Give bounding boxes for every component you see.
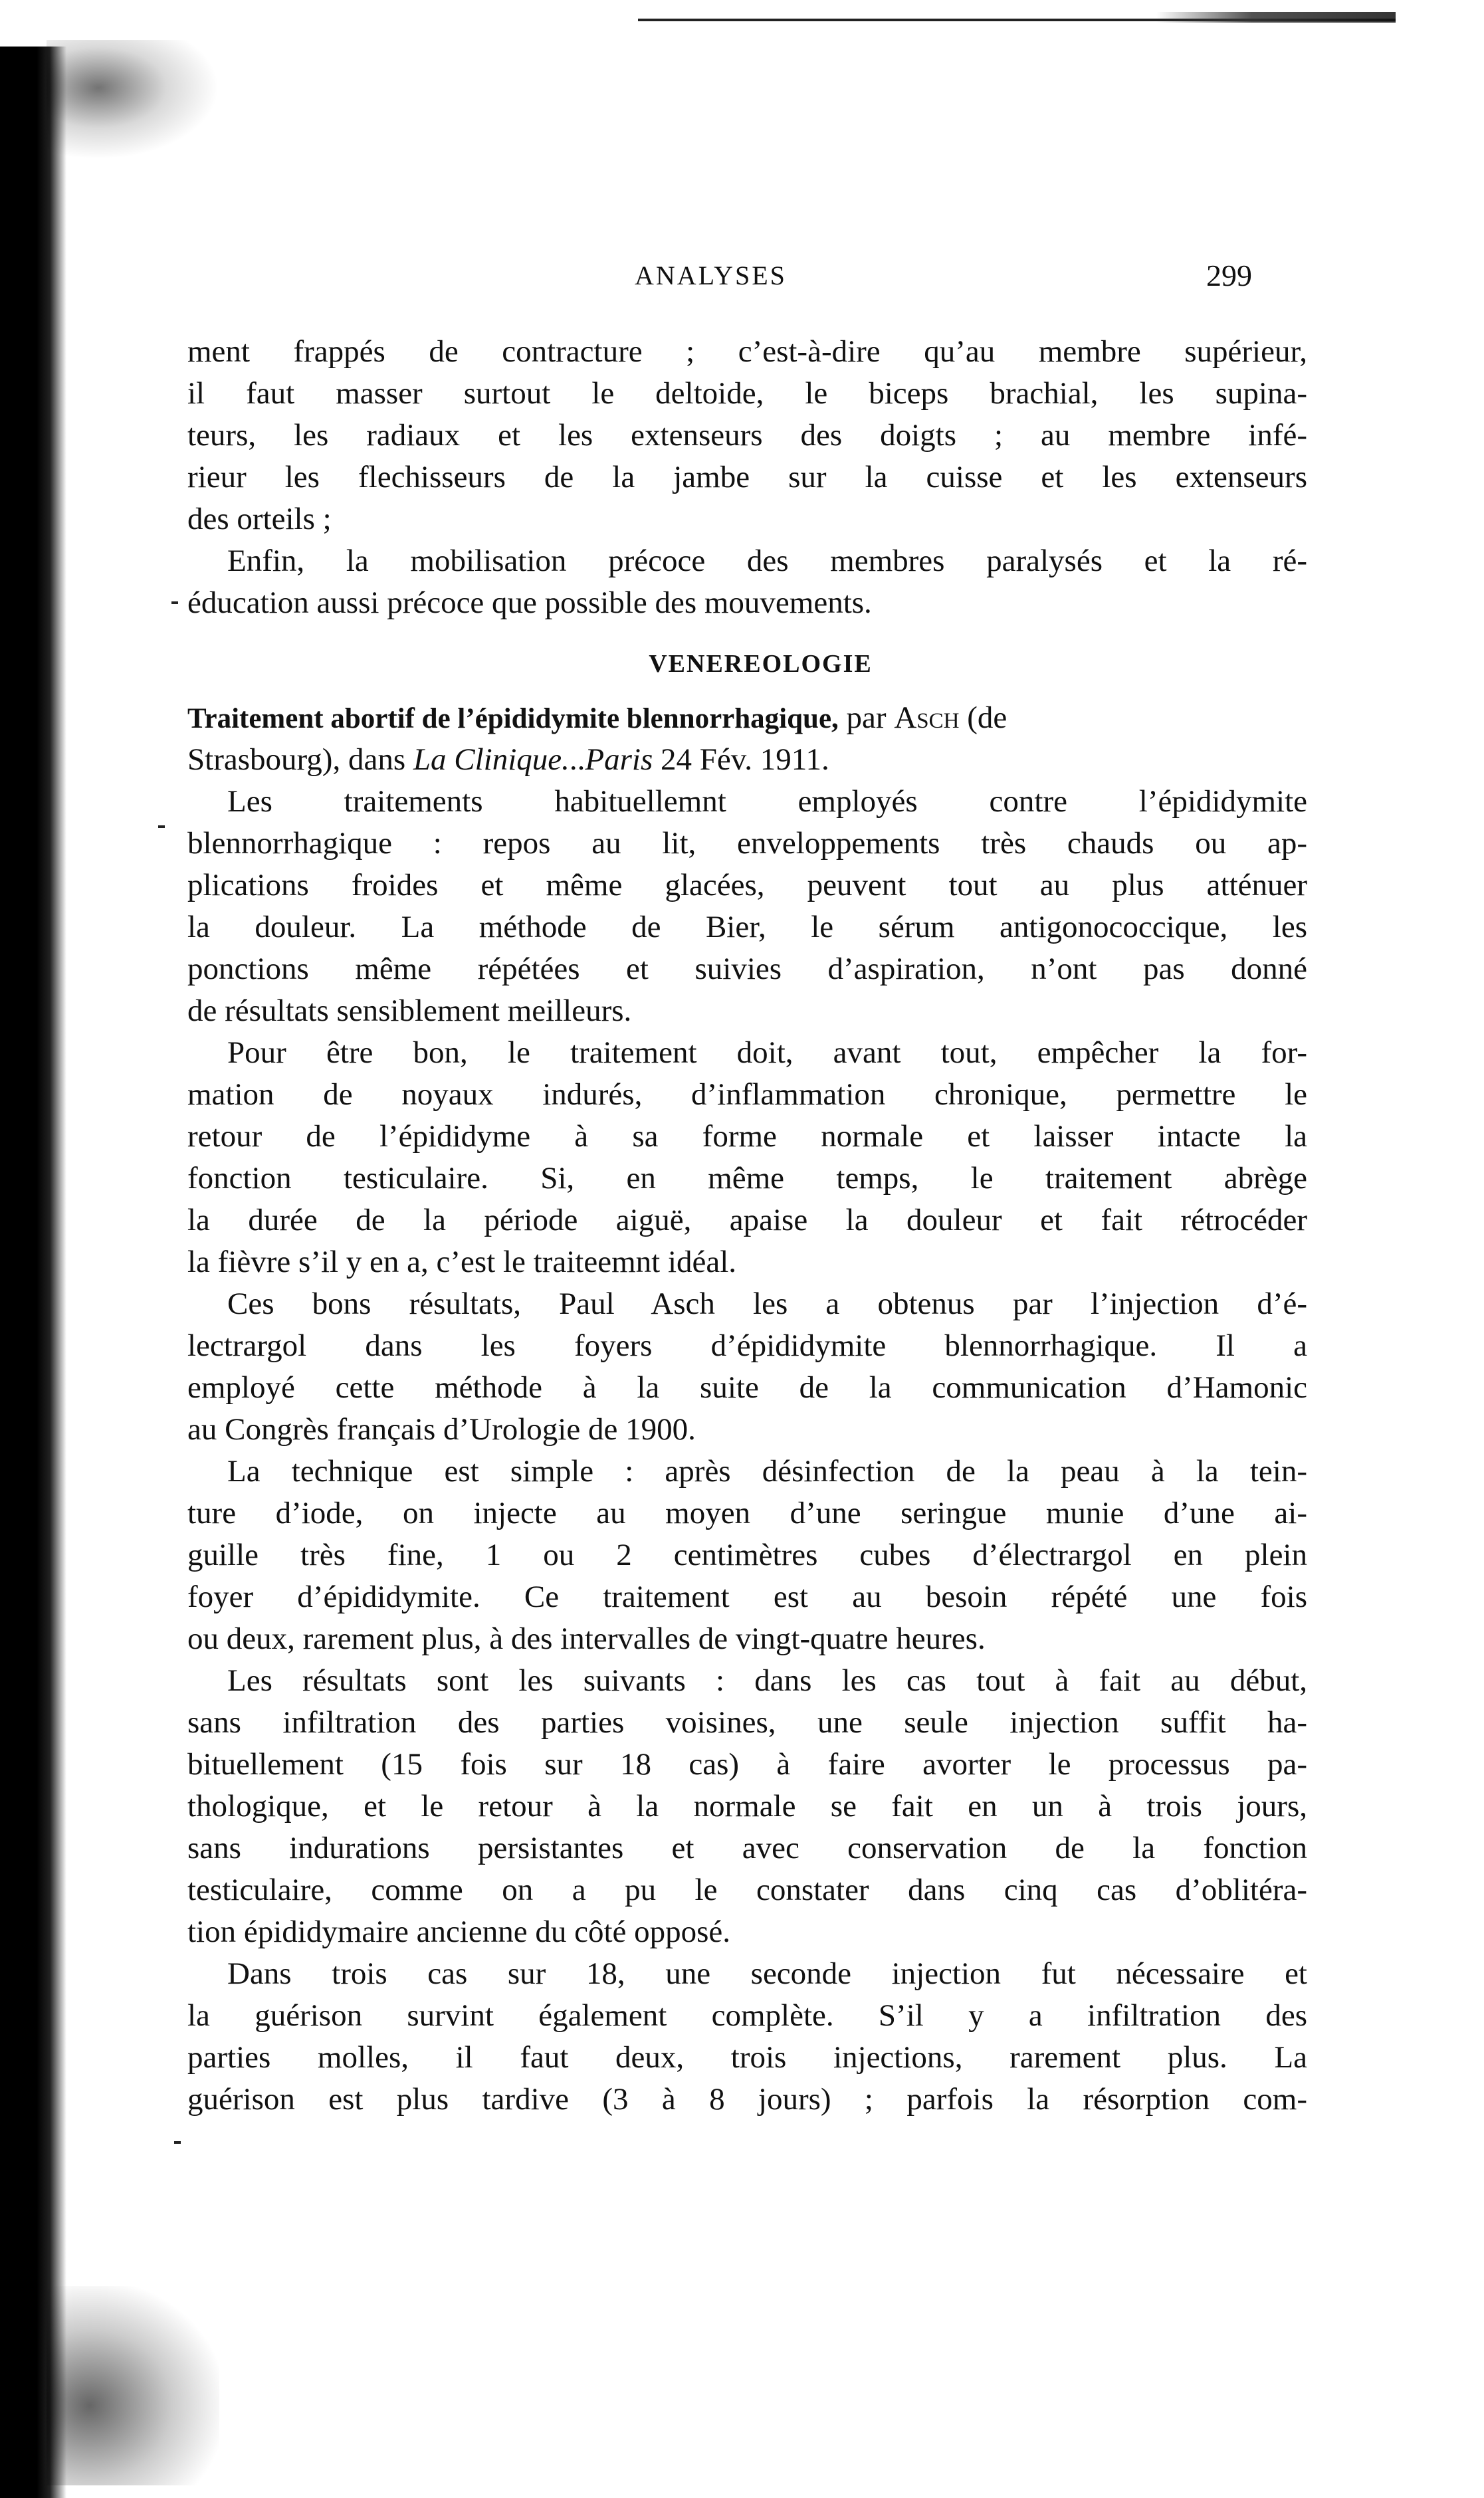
text-line: au Congrès français d’Urologie de 1900. xyxy=(187,1412,696,1447)
text-line: des orteils ; xyxy=(187,502,332,536)
text-line: Ces bons résultats, Paul Asch les a obtenus par l’injection d’é- xyxy=(227,1287,1307,1321)
text-line: plications froides et même glacées, peuvent tout au plus atténuer xyxy=(187,868,1307,902)
text-line: la guérison survint également complète. S’il y a infiltration des xyxy=(187,1998,1307,2033)
text-line: ture d’iode, on injecte au moyen d’une seringue munie d’une ai- xyxy=(187,1496,1307,1530)
text-line: éducation aussi précoce que possible des mouvements. xyxy=(187,585,872,620)
running-title: ANALYSES xyxy=(635,260,787,290)
article-date: 24 Fév. 1911. xyxy=(661,742,829,777)
paragraph xyxy=(187,1032,1307,1283)
article-title-rest: (de xyxy=(967,700,1007,735)
text-line: teurs, les radiaux et les extenseurs des doigts ; au membre infé- xyxy=(187,418,1307,453)
paragraph xyxy=(187,1451,1307,1660)
text-line: sans indurations persistantes et avec conservation de la fonction xyxy=(187,1831,1307,1865)
text-line: fonction testiculaire. Si, en même temps, le traitement abrège xyxy=(187,1161,1307,1196)
text-line: guille très fine, 1 ou 2 centimètres cubes d’électrargol en plein xyxy=(187,1538,1307,1572)
intro-paragraph-2 xyxy=(187,540,1307,624)
article-title-par: par xyxy=(846,700,887,735)
text-line: lectrargol dans les foyers d’épididymite blennorrhagique. Il a xyxy=(187,1328,1307,1363)
text-line: foyer d’épididymite. Ce traitement est au besoin répété une fois xyxy=(187,1580,1307,1614)
article-journal: La Clinique. xyxy=(413,742,570,777)
text-line: La technique est simple : après désinfection de la peau à la tein- xyxy=(227,1454,1307,1489)
margin-mark xyxy=(171,601,178,604)
article-location: Strasbourg), dans xyxy=(187,742,406,777)
text-line: la fièvre s’il y en a, c’est le traiteemnt idéal. xyxy=(187,1245,737,1279)
text-line: blennorrhagique : repos au lit, enveloppements très chauds ou ap- xyxy=(187,826,1307,861)
article-title xyxy=(187,697,1307,781)
paragraph xyxy=(187,781,1307,1032)
article-title-line-2 xyxy=(187,739,1307,781)
text-line: bituellement (15 fois sur 18 cas) à faire avorter le processus pa- xyxy=(187,1747,1307,1782)
paragraph xyxy=(187,1660,1307,1953)
running-head xyxy=(0,256,1484,296)
scan-speckle-bottom xyxy=(47,2286,219,2485)
text-line: ment frappés de contracture ; c’est-à-dire qu’au membre supérieur, xyxy=(187,334,1307,369)
paragraph xyxy=(187,1953,1307,2121)
article-dots: .. xyxy=(569,742,585,777)
text-line: sans infiltration des parties voisines, une seule injection suffit ha- xyxy=(187,1705,1307,1740)
article-title-bold: Traitement abortif de l’épididymite blennorrhagique, xyxy=(187,703,839,734)
text-line: testiculaire, comme on a pu le constater dans cinq cas d’oblitéra- xyxy=(187,1873,1307,1907)
text-line: thologique, et le retour à la normale se fait en un à trois jours, xyxy=(187,1789,1307,1823)
text-line: rieur les flechisseurs de la jambe sur la cuisse et les extenseurs xyxy=(187,460,1307,494)
text-line: il faut masser surtout le deltoide, le biceps brachial, les supina- xyxy=(187,376,1307,411)
text-line: parties molles, il faut deux, trois injections, rarement plus. La xyxy=(187,2040,1307,2075)
scan-binding-edge xyxy=(0,47,66,2498)
text-line: Les traitements habituellemnt employés contre l’épididymite xyxy=(227,784,1307,819)
text-line: retour de l’épididyme à sa forme normale et laisser intacte la xyxy=(187,1119,1307,1154)
scan-top-rule-ink xyxy=(1156,12,1396,23)
text-line: Les résultats sont les suivants : dans les cas tout à fait au début, xyxy=(227,1663,1307,1698)
page-number: 299 xyxy=(1206,259,1252,292)
margin-mark xyxy=(174,2141,181,2144)
text-line: de résultats sensiblement meilleurs. xyxy=(187,993,632,1028)
text-line: Dans trois cas sur 18, une seconde injection fut nécessaire et xyxy=(227,1956,1307,1991)
text-line: employé cette méthode à la suite de la communication d’Hamonic xyxy=(187,1370,1307,1405)
article-title-line-1 xyxy=(187,697,1307,739)
text-line: mation de noyaux indurés, d’inflammation chronique, permettre le xyxy=(187,1077,1307,1112)
text-line: Enfin, la mobilisation précoce des membres paralysés et la ré- xyxy=(227,544,1307,578)
text-line: Pour être bon, le traitement doit, avant tout, empêcher la for- xyxy=(227,1035,1307,1070)
paragraph xyxy=(187,1283,1307,1451)
text-line: ponctions même répétées et suivies d’aspiration, n’ont pas donné xyxy=(187,952,1307,986)
text-line: ou deux, rarement plus, à des intervalles de vingt-quatre heures. xyxy=(187,1621,986,1656)
page-body xyxy=(187,331,1307,2121)
article-author: Asch xyxy=(894,700,960,735)
article-city: Paris xyxy=(585,742,653,777)
scan-speckle-top xyxy=(47,40,219,159)
margin-mark xyxy=(158,825,165,828)
text-line: la durée de la période aiguë, apaise la douleur et fait rétrocéder xyxy=(187,1203,1307,1237)
section-heading: VENEREOLOGIE xyxy=(649,650,873,678)
text-line: guérison est plus tardive (3 à 8 jours) ; parfois la résorption com- xyxy=(187,2082,1307,2117)
text-line: la douleur. La méthode de Bier, le sérum antigonococcique, les xyxy=(187,910,1307,944)
intro-paragraph-1 xyxy=(187,331,1307,540)
text-line: tion épididymaire ancienne du côté opposé. xyxy=(187,1915,731,1949)
